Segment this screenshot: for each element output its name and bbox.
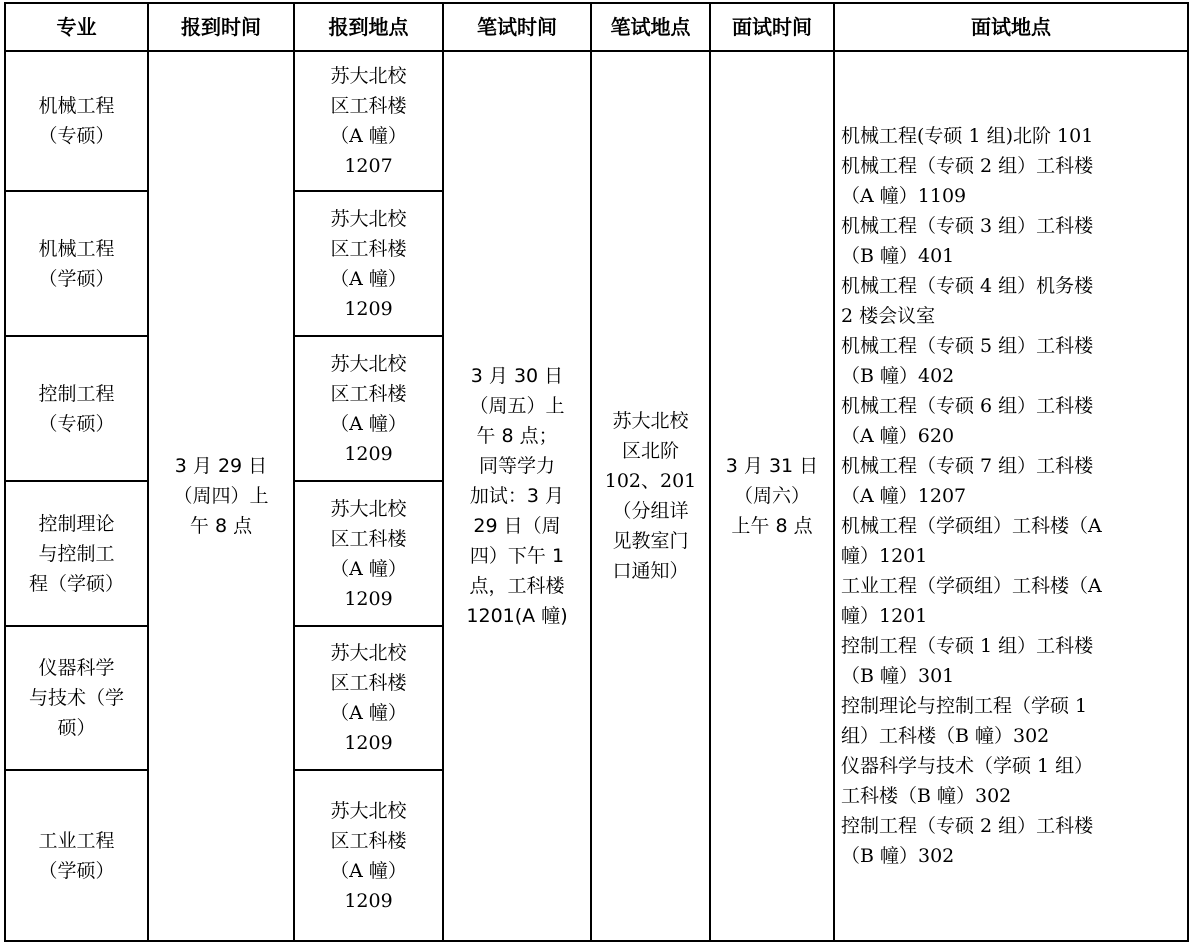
report-location-text: 苏大北校 区工科楼 （A 幢） 1209 [330, 352, 407, 465]
interview-location-line: 控制理论与控制工程（学硕 1 [841, 695, 1088, 717]
interview-location-line: 机械工程（专硕 5 组）工科楼 [841, 335, 1094, 357]
written-location-cell [591, 51, 710, 941]
report-location-cell [294, 51, 443, 191]
report-location-text: 苏大北校 区工科楼 （A 幢） 1209 [330, 799, 407, 912]
interview-location-line: （A 幢）1109 [841, 185, 967, 207]
interview-location-line: （A 幢）620 [841, 425, 955, 447]
header-row [5, 3, 1188, 51]
major-text: 控制工程 （专硕） [38, 382, 115, 435]
report-location-text: 苏大北校 区工科楼 （A 幢） 1209 [330, 207, 407, 320]
header-interview-location: 面试地点 [834, 3, 1188, 51]
report-location-text: 苏大北校 区工科楼 （A 幢） 1209 [330, 497, 407, 610]
header-written-time: 笔试时间 [443, 3, 591, 51]
written-location-text: 苏大北校 区北阶 102、201 （分组详 见教室门 口通知） [604, 410, 697, 582]
interview-time-text: 3 月 31 日 （周六） 上午 8 点 [725, 455, 819, 537]
header-report-time: 报到时间 [148, 3, 294, 51]
interview-location-line: 机械工程（专硕 3 组）工科楼 [841, 215, 1094, 237]
report-location-cell [294, 336, 443, 481]
interview-location-line: 机械工程（专硕 2 组）工科楼 [841, 155, 1094, 177]
report-time-text: 3 月 29 日 （周四）上 午 8 点 [173, 455, 269, 537]
interview-location-line: 机械工程（专硕 7 组）工科楼 [841, 455, 1094, 477]
interview-location-line: 工业工程（学硕组）工科楼（A [841, 575, 1102, 597]
interview-location-line: 2 楼会议室 [841, 305, 936, 327]
major-cell [5, 770, 148, 941]
report-location-text: 苏大北校 区工科楼 （A 幢） 1209 [330, 642, 407, 754]
written-time-text: 3 月 30 日 （周五）上 午 8 点； 同等学力 加试：3 月 29 日（周 四）下午 1 点，工科楼 1201(A 幢) [466, 365, 568, 627]
report-location-cell [294, 191, 443, 336]
major-cell [5, 51, 148, 191]
interview-location-line: 幢）1201 [841, 605, 928, 627]
interview-location-line: （B 幢）401 [841, 245, 955, 267]
major-cell [5, 626, 148, 770]
major-text: 仪器科学 与技术（学 硕） [28, 657, 124, 739]
interview-location-line: 机械工程（学硕组）工科楼（A [841, 515, 1102, 537]
interview-location-line: （B 幢）301 [841, 665, 955, 687]
interview-location-line: 幢）1201 [841, 545, 928, 567]
interview-location-line: 机械工程（专硕 4 组）机务楼 [841, 275, 1094, 297]
header-written-location: 笔试地点 [591, 3, 710, 51]
major-text: 机械工程 （专硕） [38, 95, 115, 147]
interview-location-line: （B 幢）402 [841, 365, 955, 387]
major-cell [5, 336, 148, 481]
report-location-cell [294, 770, 443, 941]
major-text: 机械工程 （学硕） [38, 237, 115, 290]
written-time-cell [443, 51, 591, 941]
table-row [5, 51, 1188, 191]
major-cell [5, 191, 148, 336]
interview-location-line: 工科楼（B 幢）302 [841, 785, 1012, 807]
major-text: 工业工程 （学硕） [38, 829, 115, 882]
report-location-cell [294, 626, 443, 770]
report-location-text: 苏大北校 区工科楼 （A 幢） 1207 [330, 65, 407, 177]
interview-location-line: 机械工程(专硕 1 组)北阶 101 [841, 125, 1094, 147]
major-text: 控制理论 与控制工 程（学硕） [28, 512, 124, 595]
interview-location-line: 控制工程（专硕 1 组）工科楼 [841, 635, 1094, 657]
interview-location-line: 机械工程（专硕 6 组）工科楼 [841, 395, 1094, 417]
interview-location-list [841, 121, 1181, 871]
interview-location-line: 仪器科学与技术（学硕 1 组） [841, 755, 1094, 777]
header-major: 专业 [5, 3, 148, 51]
interview-location-cell [834, 51, 1188, 941]
header-report-location: 报到地点 [294, 3, 443, 51]
report-time-cell [148, 51, 294, 941]
report-location-cell [294, 481, 443, 626]
header-interview-time: 面试时间 [710, 3, 834, 51]
interview-location-line: 控制工程（专硕 2 组）工科楼 [841, 815, 1094, 837]
interview-location-line: （B 幢）302 [841, 845, 955, 867]
interview-location-line: （A 幢）1207 [841, 485, 967, 507]
major-cell [5, 481, 148, 626]
interview-time-cell [710, 51, 834, 941]
interview-location-line: 组）工科楼（B 幢）302 [841, 725, 1050, 747]
schedule-table [4, 2, 1189, 942]
